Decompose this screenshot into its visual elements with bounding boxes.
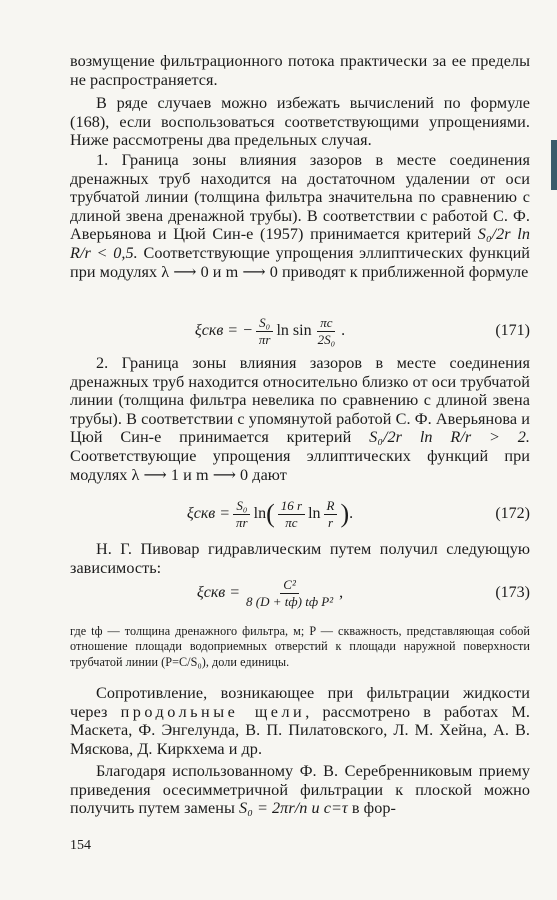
page-number: 154 bbox=[70, 838, 91, 853]
equation-172: ξскв = $\frac{\text{S₀}}{\pi r}$ ln ( $\frac{16 r}{\pi c}$ ln $\frac{R}{r}$ ) . (172) bbox=[186, 497, 530, 530]
paragraph-4-after: Соответствующие упрощения эллиптических функций при модулях λ ⟶ 1 и m ⟶ 0 дают bbox=[70, 446, 530, 484]
eq171-frac2: $\frac{\pi c}{\text{2S₀}}$ bbox=[317, 314, 336, 347]
paragraph-2: В ряде случаев можно избежать вычислений по формуле (168), если воспользоваться соответствующими упрощениями. Ниже рассмотрены два предельных случая. bbox=[70, 94, 530, 150]
paragraph-4-text: 2. Граница зоны влияния зазоров в месте соединения дренажных труб находится относительно близко от оси трубчатой линии (толщина фильтра невелика по сравнению с длиной звена трубы). В соответствии с упомянутой работой С. Ф. Аверьянова и Цюй Син-е принимается критерий bbox=[70, 354, 530, 447]
eq173-frac: $\frac{\text{C²}}{\text{8 (D + tф) tф P²}}$ bbox=[246, 576, 334, 609]
footnote-definitions: где tф — толщина дренажного фильтра, м; P — скважность, представляющая собой отношение площади водоприемных отверстий к площади наружной поверхности трубчатой линии (P=C/S₀), доли единицы. bbox=[70, 624, 530, 669]
paragraph-5: Н. Г. Пивовар гидравлическим путем получил следующую зависимость: bbox=[70, 540, 530, 577]
eq172-number: (172) bbox=[495, 505, 530, 522]
substitution-formula: S₀ = 2πr/n и c=τ bbox=[239, 799, 348, 818]
spaced-emphasis: продольные щели bbox=[120, 702, 306, 721]
eq171-number: (171) bbox=[495, 322, 530, 339]
eq172-frac2: $\frac{16 r}{\pi c}$ bbox=[278, 498, 305, 531]
equation-173: ξскв = $\frac{\text{C²}}{\text{8 (D + tф) tф P²}}$ , (173) bbox=[196, 576, 530, 609]
equation-171: ξскв = − $\frac{\text{S₀}}{\pi r}$ ln sin $\frac{\pi c}{\text{2S₀}}$ . (171) bbox=[194, 314, 530, 347]
paragraph-3-after: Соответствующие упрощения эллиптических функций при модулях λ ⟶ 0 и m ⟶ 0 приводят к приближенной формуле bbox=[70, 243, 530, 281]
criterion-2: S₀/2r ln R/r > 2. bbox=[369, 428, 530, 447]
page-edge-marker bbox=[551, 140, 557, 190]
eq171-frac1: $\frac{\text{S₀}}{\pi r}$ bbox=[256, 315, 274, 348]
paragraph-4 bbox=[70, 354, 530, 484]
paragraph-3-text: 1. Граница зоны влияния зазоров в месте соединения дренажных труб находится на достаточном удалении от оси трубчатой линии (толщина фильтра значительна по сравнению с длиной звена дренажной трубы). В соответствии с работой С. Ф. Аверьянова и Цюй Син-е (1957) принимается критерий bbox=[70, 151, 530, 244]
eq173-lhs: ξскв = bbox=[196, 584, 241, 601]
eq171-mid: ln sin bbox=[276, 322, 312, 339]
eq173-number: (173) bbox=[495, 584, 530, 601]
paragraph-7: Благодаря использованному Ф. В. Серебренниковым приему приведения осесимметричной фильтрации к плоской можно получить путем замены S₀ = 2πr/n и c=τ в фор- bbox=[70, 762, 530, 818]
paragraph-1: возмущение фильтрационного потока практически за ее пределы не распространяется. bbox=[70, 52, 530, 89]
paragraph-6: Сопротивление, возникающее при фильтрации жидкости через продольные щели, рассмотрено в работах М. Маскета, Ф. Энгелунда, В. П. Пилатовского, Л. М. Хейна, А. В. Мяскова, Д. Киркхема и др. bbox=[70, 684, 530, 758]
eq171-lhs: ξскв = − bbox=[194, 322, 253, 339]
paragraph-3 bbox=[70, 151, 530, 281]
eq172-frac1: $\frac{\text{S₀}}{\pi r}$ bbox=[233, 498, 251, 531]
criterion-1: S₀/2r ln R/r < 0,5. bbox=[70, 225, 530, 262]
eq172-lhs: ξскв = bbox=[186, 505, 231, 522]
eq172-frac3: $\frac{R}{r}$ bbox=[324, 498, 338, 531]
